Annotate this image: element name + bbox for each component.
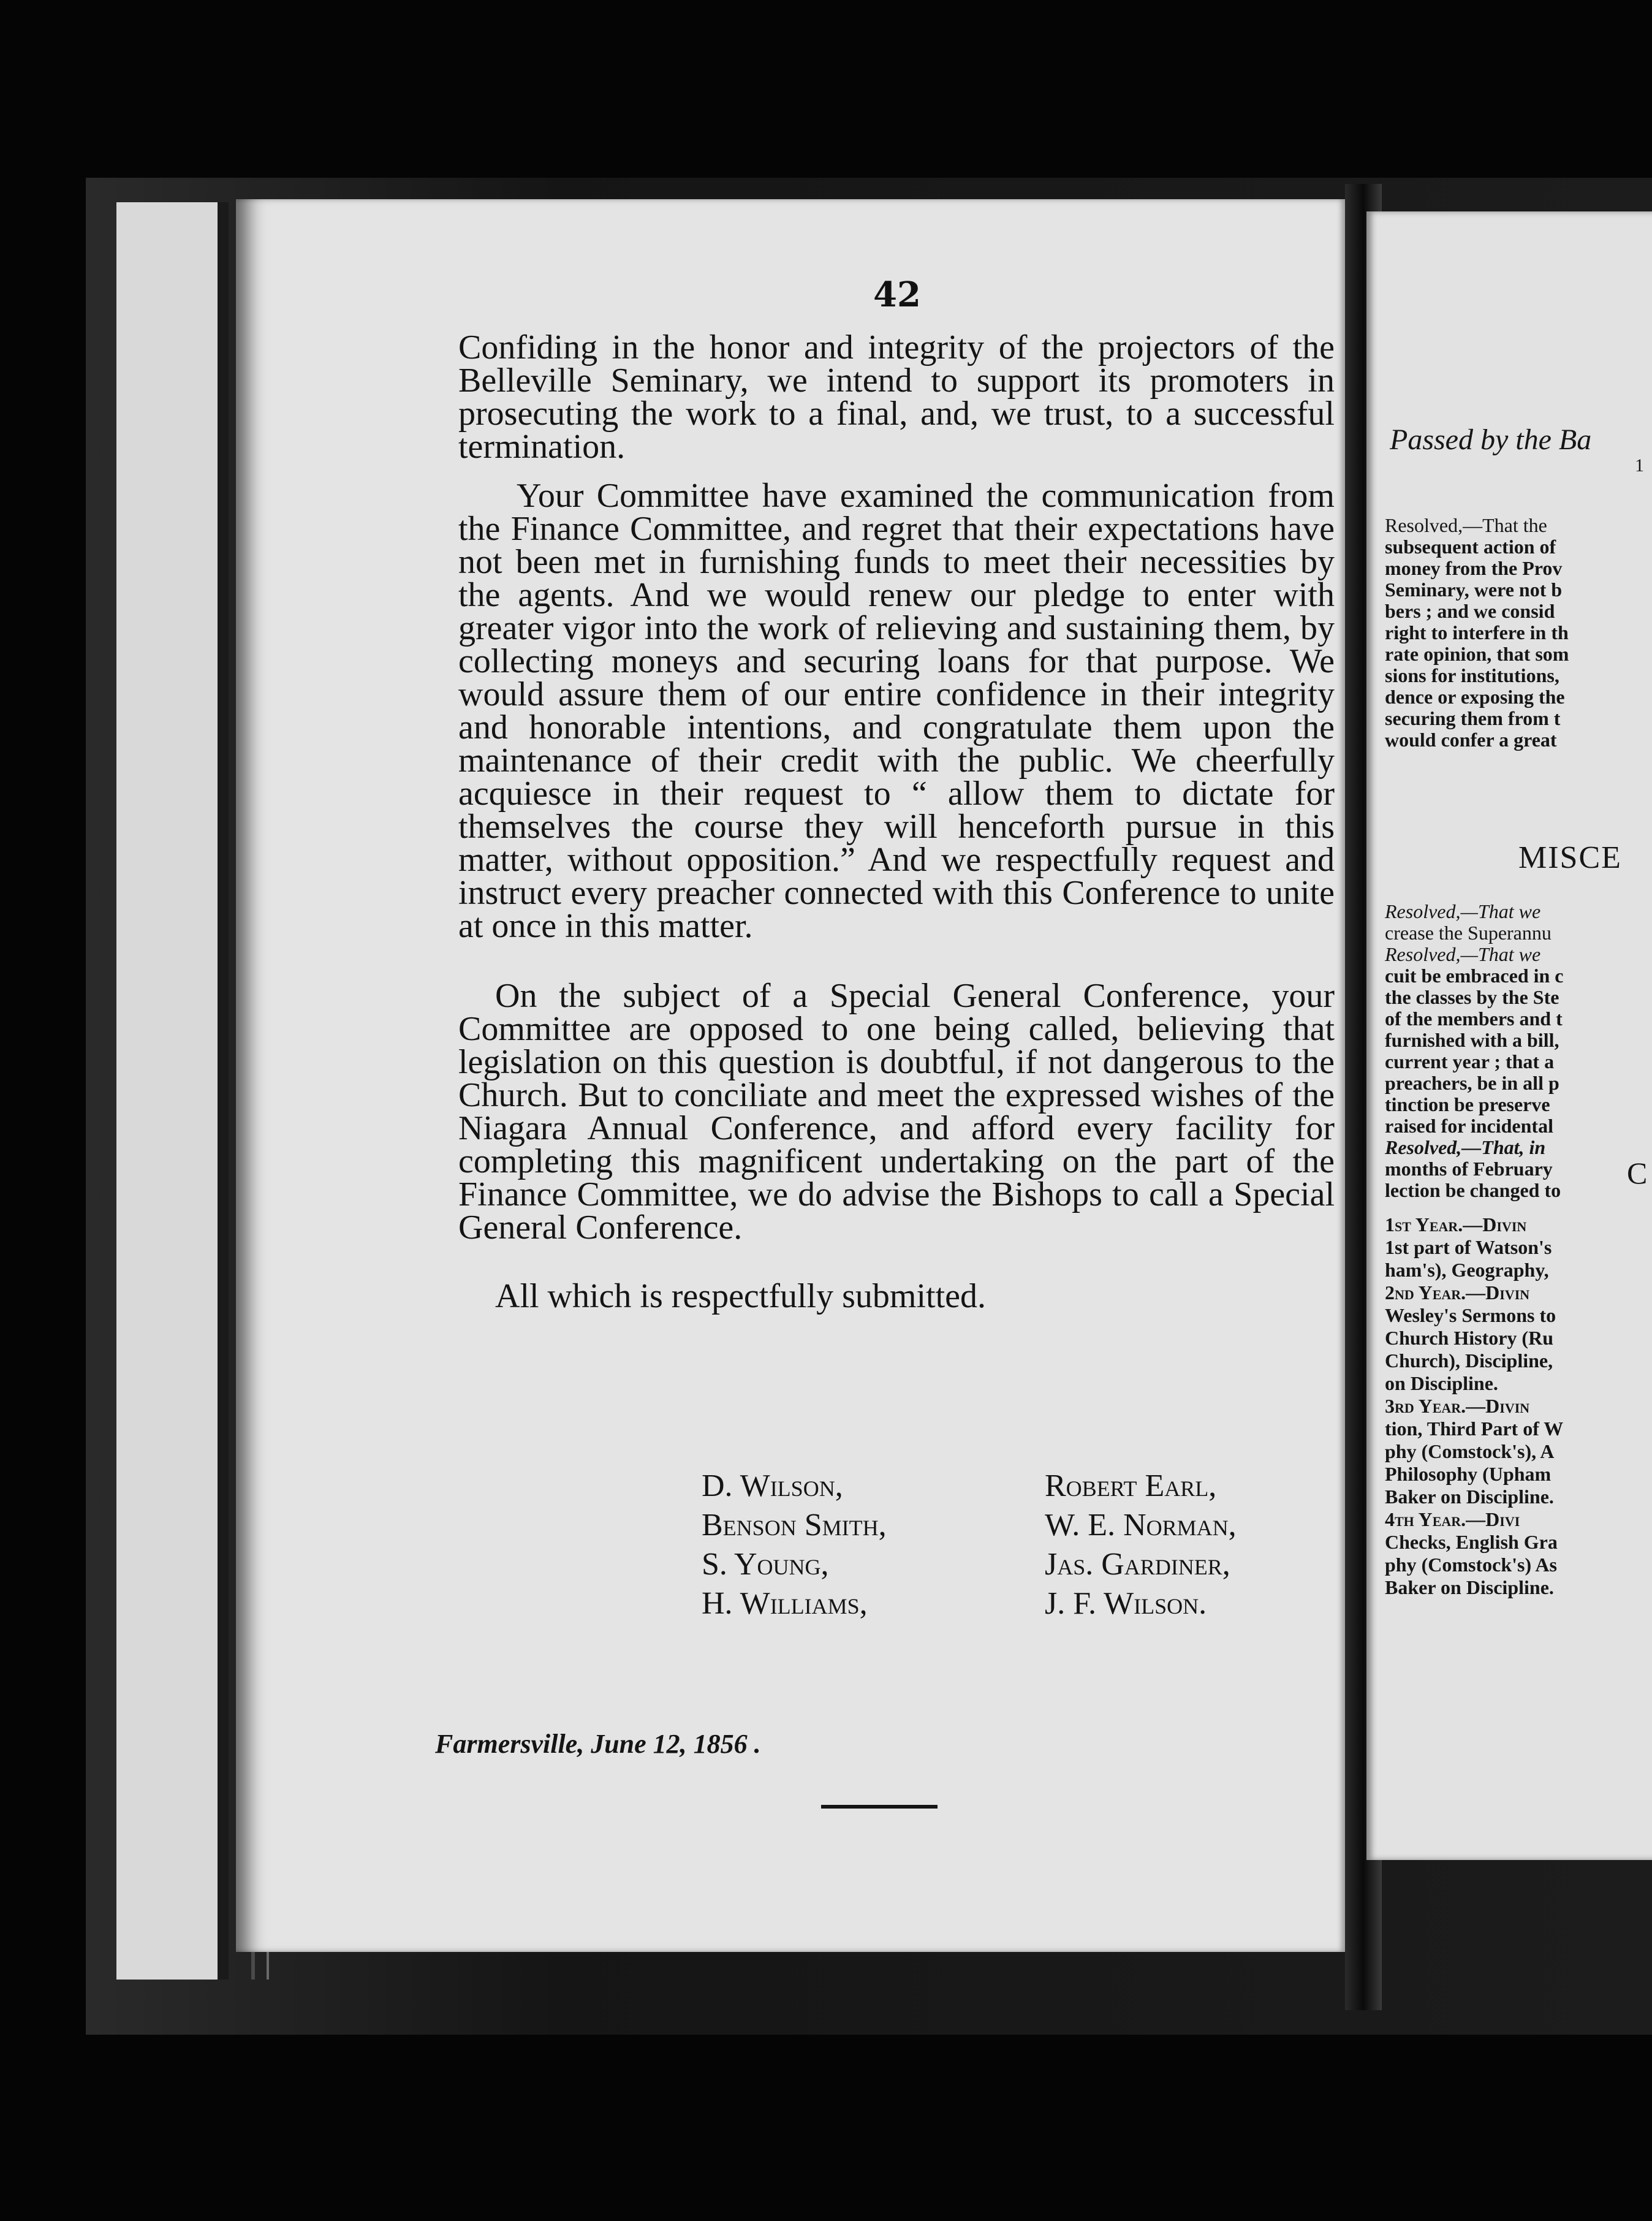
text-line: Resolved,—That the (1385, 514, 1547, 536)
text-line: right to interfere in th (1385, 621, 1569, 644)
course-heading: C (1627, 1156, 1648, 1190)
text-line: months of February (1385, 1158, 1553, 1180)
text-line: Church History (Ru (1385, 1327, 1553, 1349)
place-date-line (435, 1728, 761, 1760)
text-line: bers ; and we consid (1385, 600, 1555, 622)
right-page-heading: Passed by the Ba (1390, 423, 1592, 456)
text-line: money from the Prov (1385, 557, 1563, 579)
text-line: lection be changed to (1385, 1179, 1561, 1201)
text-line: ham's), Geography, (1385, 1259, 1549, 1281)
text-line: Resolved,—That, in (1385, 1136, 1546, 1158)
text-line: Church), Discipline, (1385, 1350, 1553, 1372)
text-line: Baker on Discipline. (1385, 1576, 1554, 1598)
place: Farmersville, (435, 1729, 585, 1759)
page-edge-strip (116, 202, 218, 1980)
text-line: preachers, be in all p (1385, 1072, 1559, 1094)
text-line: phy (Comstock's), A (1385, 1440, 1555, 1462)
text-line: subsequent action of (1385, 536, 1556, 558)
text-line: 1st Year.—Divin (1385, 1213, 1527, 1236)
misc-heading: MISCE (1518, 840, 1622, 875)
signer-name: W. E. Norman, (1045, 1508, 1237, 1543)
text-line: would confer a great (1385, 729, 1557, 751)
text-line: Baker on Discipline. (1385, 1486, 1554, 1508)
text-line: tion, Third Part of W (1385, 1418, 1564, 1440)
text-line: on Discipline. (1385, 1372, 1498, 1394)
text-line: Checks, English Gra (1385, 1531, 1558, 1553)
body-text (458, 328, 1335, 1315)
text-line: 1st part of Watson's (1385, 1236, 1552, 1258)
text-line: tinction be preserve (1385, 1093, 1550, 1115)
text-line: raised for incidental (1385, 1115, 1553, 1137)
paragraph: Your Committee have examined the communication from the Finance Committee, and regret that their expectations have not been met in furnishing funds to meet their necessities by the agents. And we would renew our pledge to enter with greater vigor into the work of relieving and sustaining them, by collecting moneys and securing loans for that purpose. We would assure them of our entire confidence in their integrity and honorable intentions, and congratulate them upon the maintenance of their credit with the public. We cheerfully acquiesce in their request to “ allow them to dictate for themselves the course they will henceforth pursue in this matter, without opposition.” And we respectfully request and instruct every preacher connected with this Conference to unite at once in this matter. (458, 477, 1335, 945)
text-line: Seminary, were not b (1385, 579, 1563, 601)
signer-name: Jas. Gardiner, (1045, 1547, 1230, 1582)
text-line: furnished with a bill, (1385, 1029, 1559, 1051)
misc-block (1385, 901, 1652, 1201)
page-number: 42 (873, 275, 921, 315)
text-line: Philosophy (Upham (1385, 1463, 1552, 1485)
signer-name: H. Williams, (702, 1586, 868, 1621)
right-page-stub: 1 (1635, 455, 1644, 476)
resolution-block (1385, 515, 1652, 751)
page-edge-line (218, 202, 229, 1980)
paragraph: On the subject of a Special General Conference, your Committee are opposed to one being called, believing that legislation on this question is doubtful, if not dangerous to the Church. But to conciliate and meet the expressed wishes of the Niagara Annual Conference, and afford every facility for completing this magnificent undertaking on the part of the Finance Committee, we do advise the Bishops to call a Special General Conference. (458, 977, 1335, 1247)
signer-name: S. Young, (702, 1547, 829, 1582)
date: June 12, 1856 . (591, 1729, 761, 1759)
text-line: the classes by the Ste (1385, 986, 1559, 1008)
text-line: Resolved,—That we (1385, 900, 1541, 922)
right-page (1366, 211, 1652, 1860)
text-line: Wesley's Sermons to (1385, 1304, 1556, 1326)
signer-name: D. Wilson, (702, 1468, 843, 1503)
text-line: 3rd Year.—Divin (1385, 1395, 1530, 1417)
paragraph: Confiding in the honor and integrity of the projectors of the Belleville Seminary, we intend to support its promoters in prosecuting the work to a final, and, we trust, to a successful termination. (458, 328, 1335, 466)
text-line: crease the Superannu (1385, 922, 1552, 944)
text-line: 2nd Year.—Divin (1385, 1281, 1530, 1304)
text-line: securing them from t (1385, 707, 1561, 729)
text-line: phy (Comstock's) As (1385, 1554, 1557, 1576)
text-line: rate opinion, that som (1385, 643, 1569, 665)
signer-name: Robert Earl, (1045, 1468, 1217, 1503)
section-rule (821, 1805, 938, 1809)
signer-name: Benson Smith, (702, 1508, 887, 1543)
text-line: Resolved,—That we (1385, 943, 1541, 965)
text-line: of the members and t (1385, 1008, 1563, 1030)
text-line: dence or exposing the (1385, 686, 1565, 708)
course-block (1385, 1213, 1652, 1599)
signatories (702, 1468, 1363, 1622)
text-line: cuit be embraced in c (1385, 965, 1564, 987)
closing-line: All which is respectfully submitted. (495, 1277, 986, 1315)
text-line: current year ; that a (1385, 1050, 1555, 1073)
text-line: 4th Year.—Divi (1385, 1508, 1520, 1530)
signer-name: J. F. Wilson. (1045, 1586, 1207, 1621)
text-line: sions for institutions, (1385, 664, 1559, 686)
